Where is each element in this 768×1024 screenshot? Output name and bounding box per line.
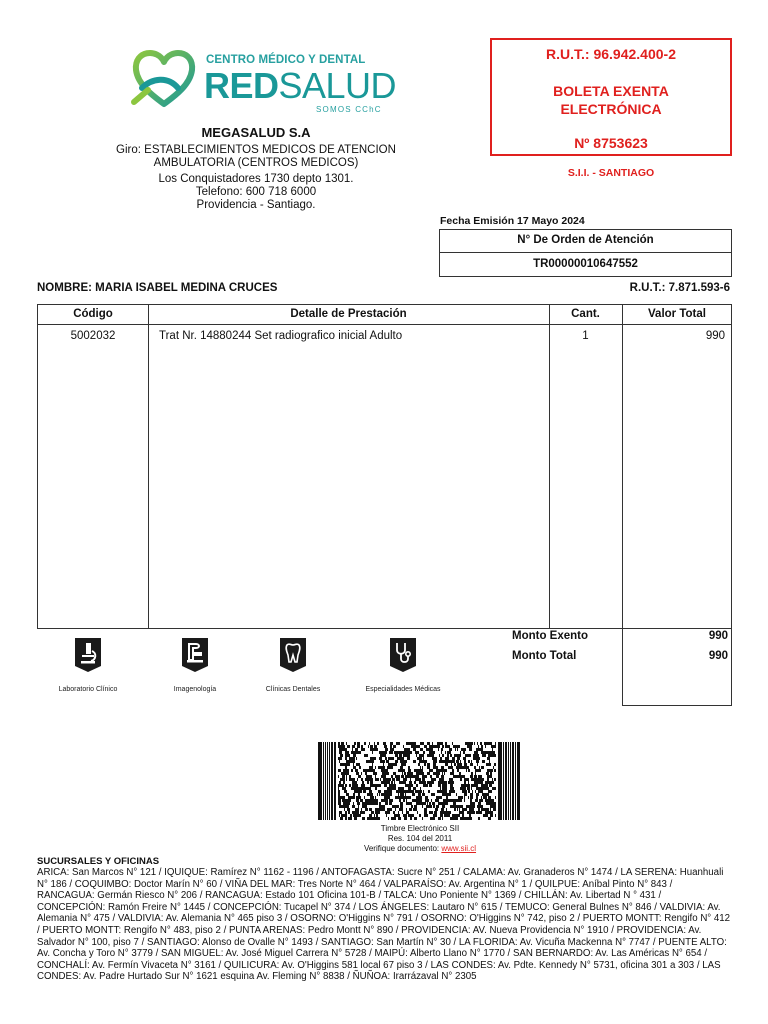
document-id-box xyxy=(490,38,732,156)
client-name: NOMBRE: MARIA ISABEL MEDINA CRUCES xyxy=(37,282,278,294)
header-valor: Valor Total xyxy=(648,308,706,320)
stethoscope-icon xyxy=(390,638,416,672)
row-valor: 990 xyxy=(705,330,725,342)
column-divider xyxy=(622,305,623,628)
column-divider xyxy=(148,305,149,628)
redsalud-logo xyxy=(128,42,397,114)
company-name: MEGASALUD S.A xyxy=(201,125,311,140)
xray-machine-icon xyxy=(182,638,208,672)
branches-title: SUCURSALES Y OFICINAS xyxy=(37,856,160,867)
service-laboratorio xyxy=(43,638,133,693)
timbre-verify: Verifique documento: www.sii.cl xyxy=(363,844,477,853)
branches-list: ARICA: San Marcos N° 121 / IQUIQUE: Ramírez N° 1162 - 1196 / ANTOFAGASTA: Sucre N° 251 / CALAMA: Av. Granaderos N° 1474 / LA SERENA: Huanhuali N° 186 / COQUIMBO: Doctor Marín N° 60 / VIÑA DEL MAR: Tres Norte N° 464 / VALPARAÍSO: Av. Argentina N° 1 / QUILPUE: Aníbal Pinto N° 843 / RANCAGUA: Germán Riesco N° 206 / RANCAGUA: Estado 101 Oficina 101-B / TALCA: Uno Poniente N° 1369 / CHILLÁN: Av. Libertad N ° 431 / CONCEPCIÓN: Ramón Freire N° 1445 / CONCEPCIÓN: Tucapel N° 374 / LOS ÁNGELES: Lautaro N° 615 / TEMUCO: General Bulnes N° 846 / VALDIVIA: Av. Alemania N° 475 / VALDIVIA: Av. Alemania N° 465 piso 3 / OSORNO: O'Higgins N° 791 / OSORNO: O'Higgins N° 742, piso 2 / PUERTO MONTT: Rengifo N° 412 / PUERTO MONTT: Rengifo N° 483, piso 2 / PUNTA ARENAS: Pedro Montt N° 890 / PROVIDENCIA: AV. Nueva Providencia N° 1910 / PROVIDENCIA: Av. Salvador N° 100, piso 7 / SANTIAGO: Alonso de Ovalle N° 1493 / SANTIAGO: San Martín N° 30 / LA FLORIDA: Av. Vicuña Mackenna N° 7747 / PUENTE ALTO: Av. Concha y Toro N° 3779 / SAN MIGUEL: Av. José Miguel Carrera N° 5728 / MAIPÚ: Alberto Llano N° 1770 / SAN BERNARDO: Av. Las Américas N° 654 / CONCHALÍ: Av. Fermín Vivaceta N° 3161 / QUILICURA: Av. O'Higgins 581 local 67 piso 3 / LAS CONDES: Av. Pdte. Kennedy N° 5731, oficina 301 a 303 / LAS CONDES: Av. Padre Hurtado Sur N° 1621 esquina Av. Fleming N° 8838 / ÑUÑOA: Irarrázaval N° 2305 xyxy=(37,867,731,983)
client-rut: R.U.T.: 7.871.593-6 xyxy=(629,282,730,294)
logo-wordmark: REDSALUD xyxy=(204,65,397,106)
order-divider xyxy=(440,252,731,253)
monto-total-label: Monto Total xyxy=(512,650,577,662)
service-especialidades xyxy=(358,638,448,693)
monto-exento-label: Monto Exento xyxy=(512,630,589,642)
order-box xyxy=(439,229,732,277)
company-address: Los Conquistadores 1730 depto 1301. xyxy=(158,173,354,185)
row-detalle: Trat Nr. 14880244 Set radiografico inicial Adulto xyxy=(159,330,403,342)
service-label: Imagenología xyxy=(173,686,217,693)
document-type: BOLETA EXENTA ELECTRÓNICA xyxy=(553,83,669,117)
header-detalle: Detalle de Prestación xyxy=(290,308,407,320)
timbre-resolution: Res. 104 del 2011 xyxy=(387,834,453,843)
header-cant: Cant. xyxy=(571,308,600,320)
service-dental xyxy=(248,638,338,693)
service-imagenologia xyxy=(150,638,240,693)
header-codigo: Código xyxy=(73,308,113,320)
service-label: Especialidades Médicas xyxy=(365,686,441,693)
order-label: N° De Orden de Atención xyxy=(517,234,654,246)
tooth-icon xyxy=(280,638,306,672)
logo-subtitle: CENTRO MÉDICO Y DENTAL xyxy=(206,54,366,66)
row-cant: 1 xyxy=(582,330,589,342)
logo-tagline: SOMOS CChC xyxy=(316,105,382,114)
sii-link[interactable]: www.sii.cl xyxy=(441,844,477,853)
service-label: Laboratorio Clínico xyxy=(58,686,118,693)
timbre-title: Timbre Electrónico SII xyxy=(380,824,460,833)
company-phone: Telefono: 600 718 6000 xyxy=(195,186,317,198)
column-divider xyxy=(549,305,550,628)
document-number: Nº 8753623 xyxy=(574,135,648,151)
service-label: Clínicas Dentales xyxy=(265,686,321,693)
items-table xyxy=(37,304,732,629)
microscope-icon xyxy=(75,638,101,672)
heart-logo-icon xyxy=(128,42,200,114)
row-codigo: 5002032 xyxy=(70,330,116,342)
order-number: TR00000010647552 xyxy=(533,258,638,270)
emission-date: Fecha Emisión 17 Mayo 2024 xyxy=(440,215,585,227)
monto-exento-value: 990 xyxy=(708,630,728,642)
monto-total-value: 990 xyxy=(708,650,728,662)
timbre-barcode xyxy=(318,742,520,820)
company-city: Providencia - Santiago. xyxy=(196,199,316,211)
issuer-rut: R.U.T.: 96.942.400-2 xyxy=(546,46,676,62)
company-giro: Giro: ESTABLECIMIENTOS MEDICOS DE ATENCION AMBULATORIA (CENTROS MEDICOS) xyxy=(116,144,396,169)
sii-office: S.I.I. - SANTIAGO xyxy=(567,167,655,179)
